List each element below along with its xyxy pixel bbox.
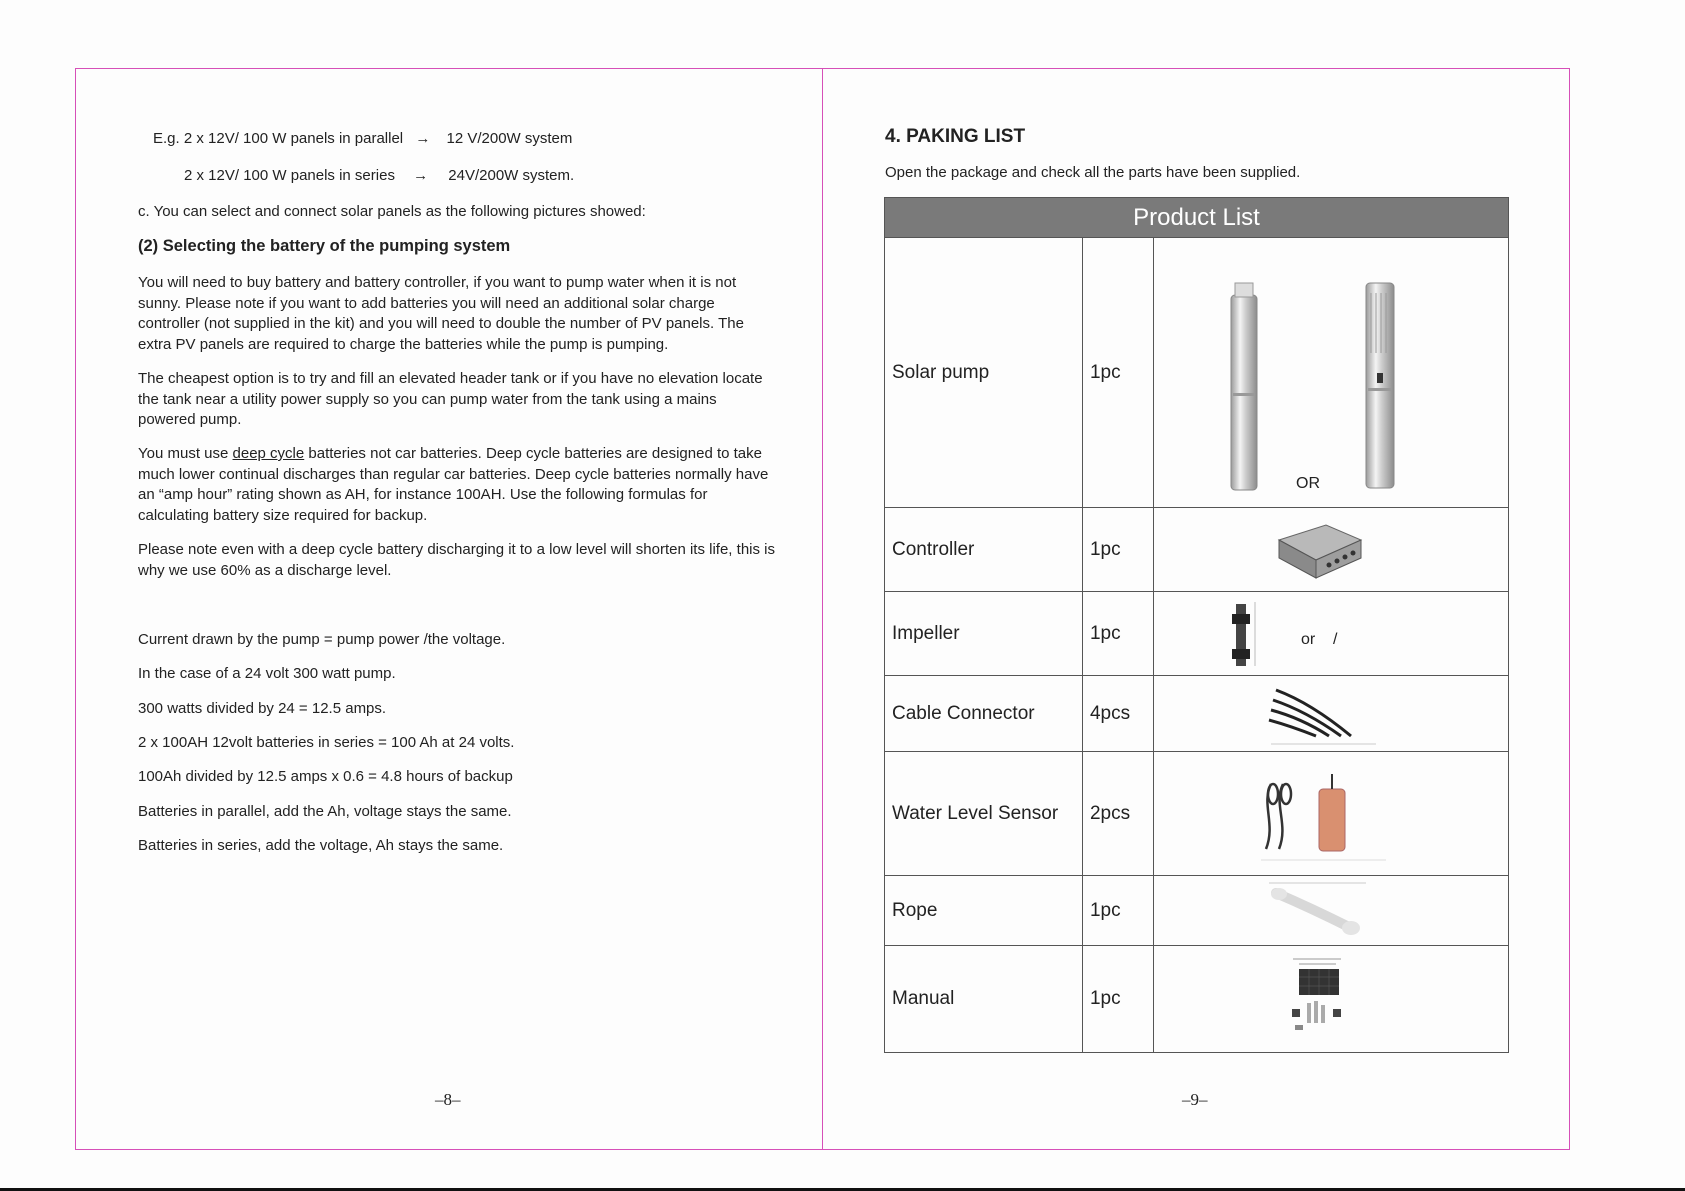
example-series-result: 24V/200W system. <box>448 167 575 184</box>
item-qty: 4pcs <box>1082 676 1153 752</box>
cable-connector-icon <box>1161 678 1501 750</box>
product-list-table <box>884 197 1509 1053</box>
water-level-sensor-image-cell <box>1154 752 1509 876</box>
calc-line: 2 x 100AH 12volt batteries in series = 100 Ah at 24 volts. <box>138 734 515 751</box>
item-qty: 1pc <box>1082 508 1153 592</box>
item-name: Cable Connector <box>885 676 1083 752</box>
product-list-header: Product List <box>885 198 1509 238</box>
calc-line: Current drawn by the pump = pump power /the voltage. <box>138 631 506 648</box>
item-name: Solar pump <box>885 238 1083 508</box>
item-c-text: c. You can select and connect solar panels as the following pictures showed: <box>138 203 646 220</box>
controller-icon <box>1161 510 1501 590</box>
calc-line: 100Ah divided by 12.5 amps x 0.6 = 4.8 hours of backup <box>138 768 513 785</box>
deep-cycle-term: deep cycle <box>232 445 305 462</box>
example-parallel-text: E.g. 2 x 12V/ 100 W panels in parallel <box>153 130 404 147</box>
section-heading: (2) Selecting the battery of the pumping system <box>138 237 511 255</box>
packing-list-subtitle: Open the package and check all the parts have been supplied. <box>885 164 1301 181</box>
impeller-or-label: or / <box>1301 630 1338 648</box>
item-name: Rope <box>885 876 1083 946</box>
packing-list-title: 4. PAKING LIST <box>885 126 1026 147</box>
paragraph-1-text: You will need to buy battery and battery controller, if you want to pump water when it is not sunny. Please note if you want to add batteries you will need an additional solar charge controller (not supplied in the kit) and you will need to double the number of PV panels. The extra PV panels are required to charge the batteries while the pump is pumping. <box>138 274 744 353</box>
item-name: Controller <box>885 508 1083 592</box>
example-series-text: 2 x 12V/ 100 W panels in series <box>184 167 395 184</box>
water-level-sensor-icon <box>1161 754 1501 874</box>
item-qty: 1pc <box>1082 238 1153 508</box>
impeller-image-cell <box>1154 592 1509 676</box>
table-row <box>885 876 1509 946</box>
solar-pump-icon <box>1161 243 1501 503</box>
calc-line: In the case of a 24 volt 300 watt pump. <box>138 665 396 682</box>
paragraph-1 <box>138 273 778 355</box>
solar-pump-image-cell <box>1154 238 1509 508</box>
arrow-right-icon: → <box>415 130 431 147</box>
item-name: Water Level Sensor <box>885 752 1083 876</box>
item-qty: 1pc <box>1082 592 1153 676</box>
table-row <box>885 676 1509 752</box>
controller-image-cell <box>1154 508 1509 592</box>
item-qty: 1pc <box>1082 946 1153 1053</box>
impeller-icon <box>1161 594 1501 674</box>
table-row <box>885 508 1509 592</box>
or-label: OR <box>1296 474 1320 492</box>
example-parallel-result: 12 V/200W system <box>446 130 573 147</box>
paragraph-2 <box>138 369 778 431</box>
rope-icon <box>1161 878 1501 944</box>
manual-image-cell <box>1154 946 1509 1053</box>
paragraph-4-text: Please note even with a deep cycle battery discharging it to a low level will shorten its life, this is why we use 60% as a discharge level. <box>138 541 775 579</box>
paragraph-2-text: The cheapest option is to try and fill an elevated header tank or if you have no elevation locate the tank near a utility power supply so you can pump water from the tank using a mains powered pump. <box>138 370 763 428</box>
item-name: Impeller <box>885 592 1083 676</box>
rope-image-cell <box>1154 876 1509 946</box>
item-qty: 1pc <box>1082 876 1153 946</box>
paragraph-4 <box>138 540 778 581</box>
page-number-right: –9– <box>1182 1090 1208 1109</box>
item-qty: 2pcs <box>1082 752 1153 876</box>
manual-thumbnail-icon <box>1161 947 1501 1051</box>
item-name: Manual <box>885 946 1083 1053</box>
cable-connector-image-cell <box>1154 676 1509 752</box>
calc-line: Batteries in series, add the voltage, Ah stays the same. <box>138 837 504 854</box>
calc-line: 300 watts divided by 24 = 12.5 amps. <box>138 700 387 717</box>
page-number-left: –8– <box>435 1090 461 1109</box>
paragraph-3: You must use deep cycle batteries not car batteries. Deep cycle batteries are designed to take much lower continual discharges than regular car batteries. Deep cycle batteries normally have an “amp hour” rating shown as AH, for instance 100AH. Use the following formulas for calculating battery size required for backup. <box>138 445 769 524</box>
arrow-right-icon: → <box>413 167 429 184</box>
table-row <box>885 946 1509 1053</box>
table-row <box>885 238 1509 508</box>
example-line-series <box>184 167 574 184</box>
example-line-parallel <box>153 130 572 147</box>
calc-line: Batteries in parallel, add the Ah, voltage stays the same. <box>138 803 512 820</box>
table-row <box>885 752 1509 876</box>
page-divider <box>822 68 823 1150</box>
table-row <box>885 592 1509 676</box>
